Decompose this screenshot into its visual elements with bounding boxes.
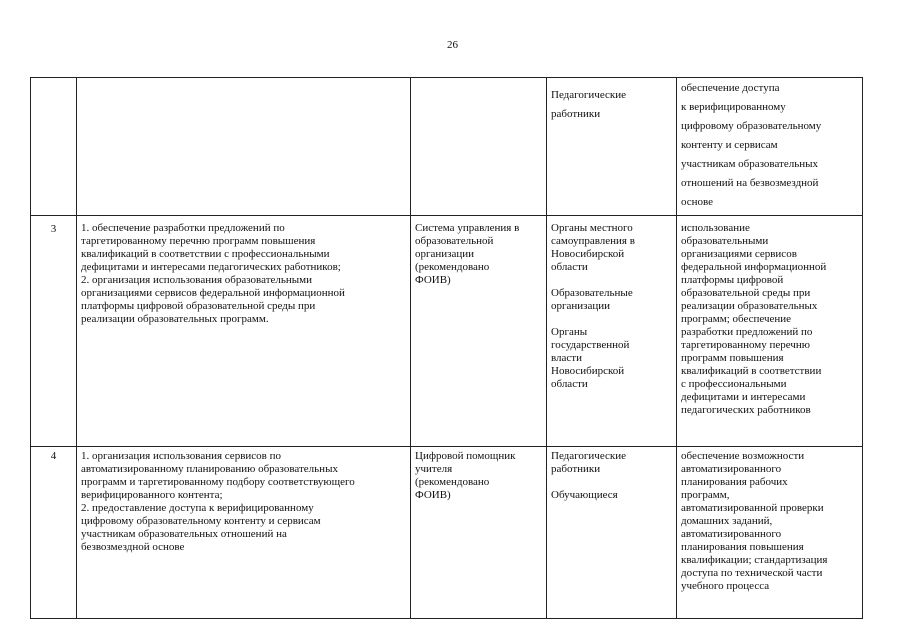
- text-line: области: [551, 261, 588, 273]
- text-line: отношений на безвозмездной: [681, 177, 819, 189]
- text-line: федеральной информационной: [681, 261, 827, 273]
- participant-group: [551, 326, 672, 391]
- text-line: 1. обеспечение разработки предложений по: [81, 222, 285, 234]
- text-line: программ повышения: [681, 352, 784, 364]
- text-line: Цифровой помощник: [415, 450, 516, 462]
- text-line: верифицированного контента;: [81, 489, 223, 501]
- text-line: разработки предложений по: [681, 326, 813, 338]
- text-line: (рекомендовано: [415, 261, 490, 273]
- text-line: Органы местного: [551, 222, 633, 234]
- text-line: участникам образовательных: [681, 158, 819, 170]
- text-line: программ и таргетированному подбору соответствующего: [81, 476, 355, 488]
- result-cell: [677, 78, 863, 216]
- row-number-cell: 4: [31, 447, 77, 619]
- row-number-cell: [31, 78, 77, 216]
- page-number: 26: [447, 39, 458, 51]
- text-line: организации: [551, 300, 611, 312]
- text-line: 2. предоставление доступа к верифицированному: [81, 502, 314, 514]
- participant-group: [551, 489, 672, 502]
- participants-cell: [547, 216, 677, 447]
- participant-group: [551, 86, 672, 124]
- system-cell: [411, 78, 547, 216]
- text-line: программ,: [681, 489, 730, 501]
- participant-group: [551, 287, 672, 313]
- text-line: автоматизированному планированию образовательных: [81, 463, 338, 475]
- spacer: [551, 476, 672, 489]
- text-line: 2. организация использования образовательными: [81, 274, 313, 286]
- table-row: [31, 447, 863, 619]
- result-cell: [677, 447, 863, 619]
- text-line: платформы цифровой образовательной среды при: [81, 300, 316, 312]
- spacer: [551, 274, 672, 287]
- text-line: работники: [551, 108, 601, 120]
- text-line: квалификаций в соответствии с профессиональными: [81, 248, 330, 260]
- text-line: к верифицированному: [681, 101, 786, 113]
- text-line: таргетированному перечню программ повышения: [81, 235, 316, 247]
- text-line: безвозмездной основе: [81, 541, 185, 553]
- system-cell: [411, 216, 547, 447]
- text-line: автоматизированного: [681, 528, 782, 540]
- text-line: 1. организация использования сервисов по: [81, 450, 281, 462]
- system-cell: [411, 447, 547, 619]
- text-line: таргетированному перечню: [681, 339, 810, 351]
- text-line: планирования рабочих: [681, 476, 788, 488]
- text-line: с профессиональными: [681, 378, 787, 390]
- table-row: [31, 78, 863, 216]
- text-line: учителя: [415, 463, 453, 475]
- text-line: дефицитами и интересами: [681, 391, 806, 403]
- text-line: квалификации; стандартизация: [681, 554, 828, 566]
- result-cell: [677, 216, 863, 447]
- measures-cell: [77, 78, 411, 216]
- text-line: контенту и сервисам: [681, 139, 778, 151]
- measures-cell: [77, 447, 411, 619]
- text-line: ФОИВ): [415, 489, 451, 501]
- text-line: домашних заданий,: [681, 515, 773, 527]
- text-line: государственной: [551, 339, 630, 351]
- measures-table: [30, 77, 863, 619]
- text-line: использование: [681, 222, 750, 234]
- text-line: педагогических работников: [681, 404, 811, 416]
- text-line: обеспечение возможности: [681, 450, 805, 462]
- text-line: образовательной: [415, 235, 494, 247]
- measures-cell: [77, 216, 411, 447]
- text-line: Педагогические: [551, 89, 626, 101]
- text-line: власти: [551, 352, 582, 364]
- text-line: организациями сервисов федеральной информационной: [81, 287, 345, 299]
- participant-group: [551, 450, 672, 476]
- participants-cell: [547, 78, 677, 216]
- text-line: цифровому образовательному контенту и сервисам: [81, 515, 321, 527]
- text-line: автоматизированного: [681, 463, 782, 475]
- text-line: образовательной среды при: [681, 287, 811, 299]
- text-line: организации: [415, 248, 475, 260]
- text-line: Педагогические: [551, 450, 626, 462]
- text-line: самоуправления в: [551, 235, 635, 247]
- spacer: [551, 313, 672, 326]
- text-line: Органы: [551, 326, 588, 338]
- text-line: квалификаций в соответствии: [681, 365, 822, 377]
- text-line: цифровому образовательному: [681, 120, 822, 132]
- text-line: работники: [551, 463, 601, 475]
- text-line: ФОИВ): [415, 274, 451, 286]
- text-line: образовательными: [681, 235, 769, 247]
- text-line: Новосибирской: [551, 248, 625, 260]
- text-line: учебного процесса: [681, 580, 770, 592]
- text-line: доступа по технической части: [681, 567, 823, 579]
- participants-cell: [547, 447, 677, 619]
- text-line: организациями сервисов: [681, 248, 797, 260]
- text-line: платформы цифровой: [681, 274, 784, 286]
- text-line: планирования повышения: [681, 541, 804, 553]
- text-line: Система управления в: [415, 222, 520, 234]
- text-line: программ; обеспечение: [681, 313, 792, 325]
- text-line: области: [551, 378, 588, 390]
- table-row: [31, 216, 863, 447]
- text-line: Образовательные: [551, 287, 633, 299]
- text-line: автоматизированной проверки: [681, 502, 824, 514]
- text-line: Новосибирской: [551, 365, 625, 377]
- row-number-cell: 3: [31, 216, 77, 447]
- text-line: обеспечение доступа: [681, 82, 780, 94]
- text-line: Обучающиеся: [551, 489, 618, 501]
- text-line: участникам образовательных отношений на: [81, 528, 287, 540]
- text-line: (рекомендовано: [415, 476, 490, 488]
- text-line: реализации образовательных программ.: [81, 313, 269, 325]
- text-line: реализации образовательных: [681, 300, 818, 312]
- text-line: основе: [681, 196, 714, 208]
- text-line: дефицитами и интересами педагогических работников;: [81, 261, 341, 273]
- participant-group: [551, 222, 672, 274]
